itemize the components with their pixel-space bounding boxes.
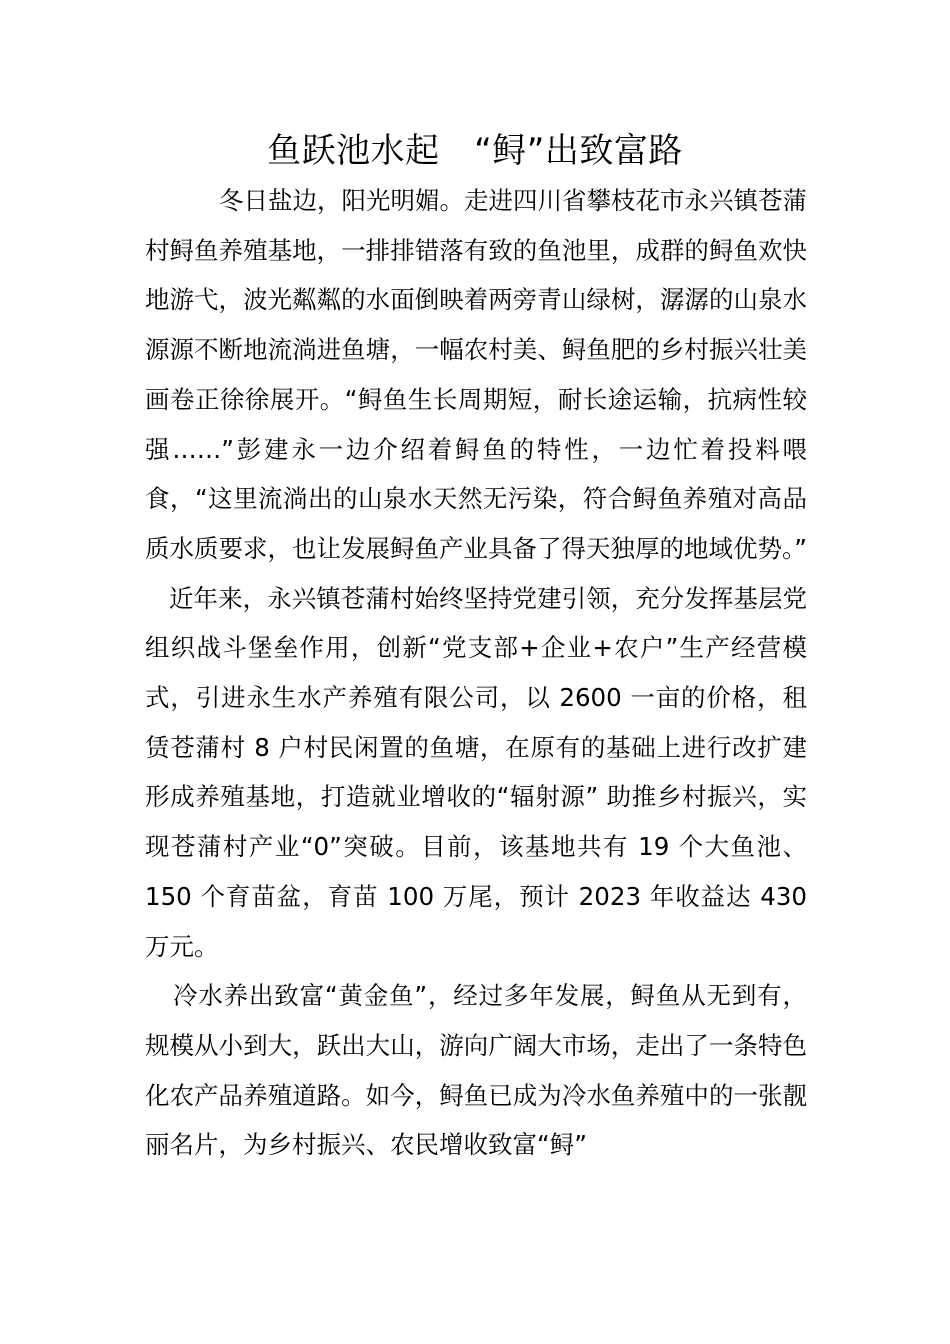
paragraph-2: 近年来，永兴镇苍蒲村始终坚持党建引领，充分发挥基层党组织战斗堡垒作用，创新“党支部+企业+农户”生产经营模式，引进永生水产养殖有限公司，以 2600 一亩的价格，租赁苍蒲村 8 户村民闲置的鱼塘，在原有的基础上进行改扩建形成养殖基地，打造就业增收的“辐射源” 助推乡村振兴，实现苍蒲村产业“0”突破。目前，该基地共有 19 个大鱼池、150 个育苗盆，育苗 100 万尾，预计 2023 年收益达 430 万元。 (145, 583, 807, 961)
article-title: 鱼跃池水起 “鲟”出致富路 (267, 131, 683, 171)
paragraph-3: 冷水养出致富“黄金鱼”，经过多年发展，鲟鱼从无到有，规模从小到大，跃出大山，游向广阔大市场，走出了一条特色化农产品养殖道路。如今，鲟鱼已成为冷水鱼养殖中的一张靓丽名片，为乡村振兴、农民增收致富“鲟” (145, 981, 807, 1160)
article-body (145, 176, 807, 1170)
paragraph-1: 冬日盐边，阳光明媚。走进四川省攀枝花市永兴镇苍蒲村鲟鱼养殖基地，一排排错落有致的鱼池里，成群的鲟鱼欢快地游弋，波光粼粼的水面倒映着两旁青山绿树，潺潺的山泉水源源不断地流淌进鱼塘，一幅农村美、鲟鱼肥的乡村振兴壮美画卷正徐徐展开。“鲟鱼生长周期短，耐长途运输，抗病性较强……”彭建永一边介绍着鲟鱼的特性，一边忙着投料喂食，“这里流淌出的山泉水天然无污染，符合鲟鱼养殖对高品质水质要求，也让发展鲟鱼产业具备了得天独厚的地域优势。” (145, 186, 807, 563)
